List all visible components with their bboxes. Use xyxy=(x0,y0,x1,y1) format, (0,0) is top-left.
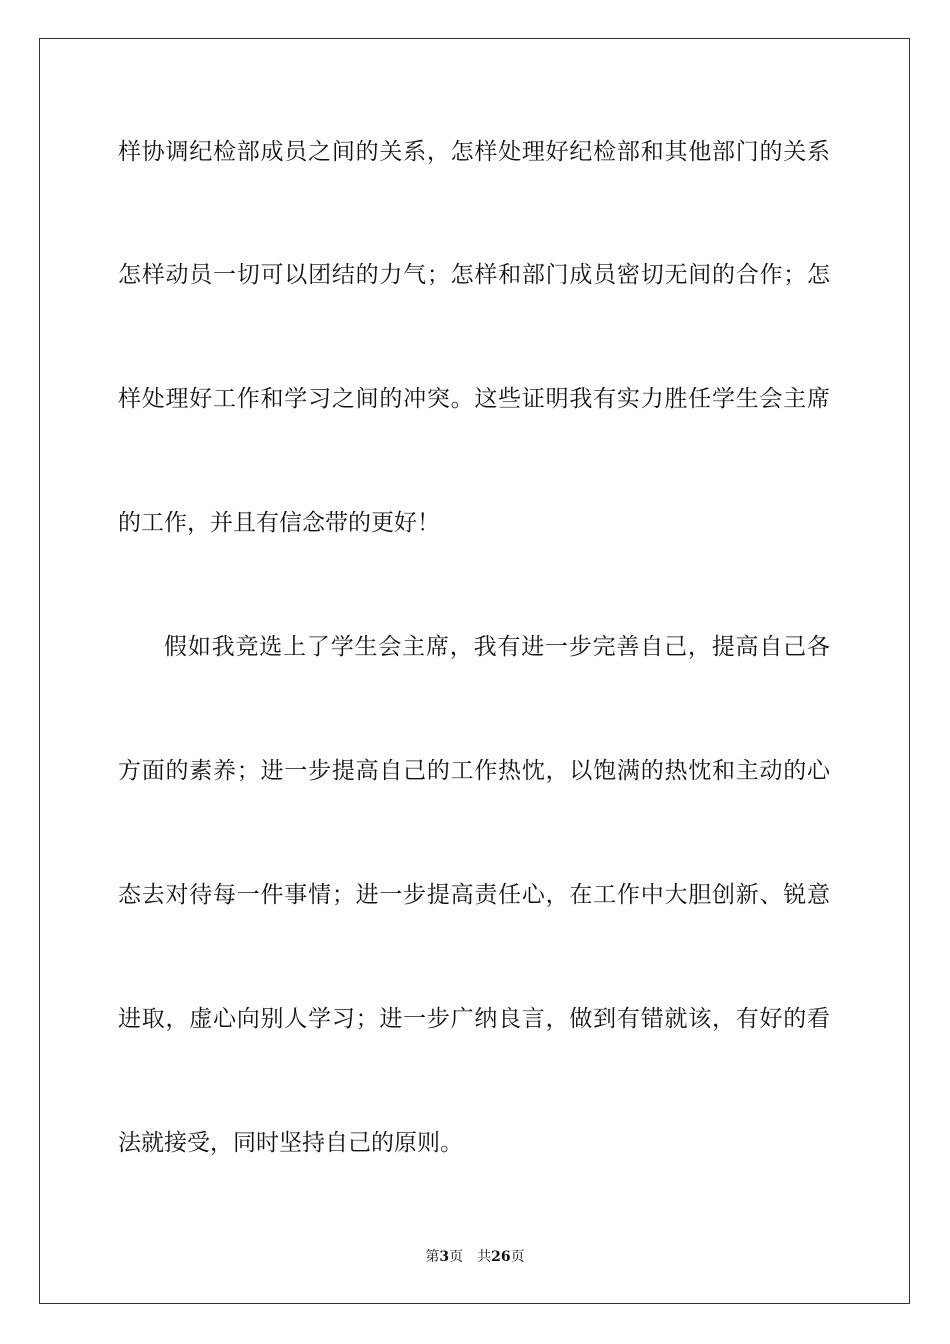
page-prefix: 第 xyxy=(425,1249,440,1265)
paragraph-1-line-3: 样处理好工作和学习之间的冲突。这些证明我有实力胜任学生会主席 xyxy=(118,386,830,412)
total-suffix: 页 xyxy=(510,1249,525,1265)
page-border xyxy=(39,38,910,1304)
paragraph-2-line-3: 态去对待每一件事情；进一步提高责任心，在工作中大胆创新、锐意 xyxy=(118,882,830,908)
page-number: 3 xyxy=(439,1249,450,1265)
page-footer xyxy=(0,1248,950,1266)
paragraph-2-line-2: 方面的素养；进一步提高自己的工作热忱，以饱满的热忱和主动的心 xyxy=(118,758,830,784)
total-pages: 26 xyxy=(491,1249,511,1265)
paragraph-2-line-5: 法就接受，同时坚持自己的原则。 xyxy=(118,1130,463,1156)
paragraph-1-line-1: 样协调纪检部成员之间的关系，怎样处理好纪检部和其他部门的关系 xyxy=(118,139,830,165)
paragraph-1-line-2: 怎样动员一切可以团结的力气；怎样和部门成员密切无间的合作；怎 xyxy=(118,262,830,288)
page-suffix: 页 xyxy=(449,1249,464,1265)
paragraph-2-line-1: 假如我竞选上了学生会主席，我有进一步完善自己，提高自己各 xyxy=(164,634,830,660)
total-prefix: 共 xyxy=(477,1249,492,1265)
paragraph-1-line-4: 的工作，并且有信念带的更好！ xyxy=(118,510,440,536)
paragraph-2-line-4: 进取，虚心向别人学习；进一步广纳良言，做到有错就该，有好的看 xyxy=(118,1006,830,1032)
